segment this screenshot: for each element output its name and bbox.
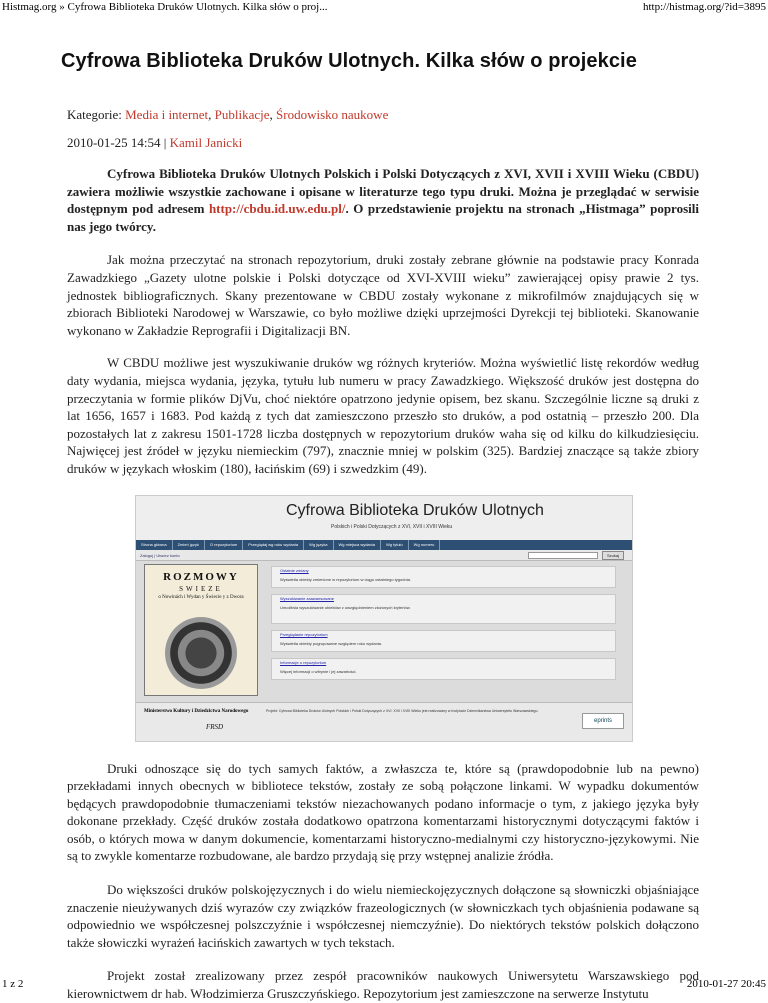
screenshot-box: Ostatnie zmiany Wyświetla obiekty zmienione w repozytorium w ciągu ostatniego tygodnia. xyxy=(271,566,616,588)
cbdu-link[interactable]: http://cbdu.id.uw.edu.pl/ xyxy=(208,201,346,217)
screenshot-search-box xyxy=(528,552,598,559)
paragraph-4: Druki odnoszące się do tych samych faktów, a zwłaszcza te, które są (prawdopodobnie lub na pewno) przekładami innych obecnych w bibliotece tekstów, zostały ze sobą połączone linkami. W wypadku dokumentów będących prawdopodobnie tłumaczeniami tekstów niezachowanych podano informacje o tym, z jakiego języka były dokonane przekłady. Część druków została dodatkowo opatrzona komentarzami historycznymi dotyczącymi faktów i osób, o których mowa w danym dokumencie, komentarzami historyczno-medialnymi czy historyczno-językowymi. Nie są to zwykle komentarze rozbudowane, ale bardzo przydają się przy wstępnej analizie źródła. xyxy=(67,760,699,864)
category-link-srodowisko[interactable]: Środowisko naukowe xyxy=(276,107,389,122)
print-header-url: http://histmag.org/?id=3895 xyxy=(642,1,766,13)
screenshot-boxes xyxy=(271,566,616,686)
screenshot-nav-item: Wg tytułu xyxy=(381,540,409,550)
category-link-media[interactable]: Media i internet xyxy=(125,107,209,122)
screenshot-banner xyxy=(136,496,632,540)
frsd-logo: FRSD xyxy=(206,722,224,731)
screenshot-nav xyxy=(136,540,632,550)
screenshot-site-title: Cyfrowa Biblioteka Druków Ulotnych xyxy=(286,501,544,519)
screenshot-box: Wyszukiwanie zaawansowane Umożliwia wyszukiwanie obiektów z uwzględnieniem złożonych kryteriów. xyxy=(271,594,616,624)
cover-engraving xyxy=(165,617,237,689)
print-header xyxy=(0,0,768,16)
lead-paragraph: Cyfrowa Biblioteka Druków Ulotnych Polskich i Polski Dotyczących z XVI, XVII i XVIII Wieku (CBDU) zawiera możliwie wszystkie zachowane i opisane w literaturze tego typu druki. Można je przeglądać w serwisie dostępnym pod adresem http://cbdu.id.uw.edu.pl/. O przedstawienie projektu na stronach „Histmaga” poprosili nas jego twórcy. xyxy=(67,166,699,234)
screenshot-nav-item: O repozytorium xyxy=(205,540,243,550)
cover-small-text: o Nowinách i Wydan y Świecie y z Dwora xyxy=(158,594,244,600)
print-timestamp: 2010-01-27 20:45 xyxy=(686,978,766,990)
screenshot-cover-image xyxy=(144,564,258,696)
screenshot-box: Informacje o repozytorium Więcej informacji o witrynie i jej zawartości. xyxy=(271,658,616,680)
author-link[interactable]: Kamil Janicki xyxy=(169,135,243,150)
screenshot-box: Przeglądanie repozytorium Wyświetla obiekty pogrupowane względem roku wydania. xyxy=(271,630,616,652)
eprints-logo: eprints xyxy=(582,713,624,729)
categories-line: Kategorie: Media i internet, Publikacje, Środowisko naukowe xyxy=(67,107,389,122)
ministry-logo: Ministerstwo Kultury i Dziedzictwa Narodowego xyxy=(144,708,249,714)
screenshot-nav-item: Zmień język xyxy=(173,540,205,550)
article-title: Cyfrowa Biblioteka Druków Ulotnych. Kilka słów o projekcie xyxy=(61,50,637,72)
paragraph-6: Projekt został zrealizowany przez zespół pracowników naukowych Uniwersytetu Warszawskiego pod kierownictwem dr hab. Włodzimierza Gruszczyńskiego. Repozytorium jest zamieszczone na serwerze Instytutu xyxy=(67,968,699,1002)
screenshot-search-button: Szukaj xyxy=(602,551,624,560)
page-counter: 1 z 2 xyxy=(2,978,24,990)
cover-subtitle: SWIEZE xyxy=(179,584,223,593)
categories-label: Kategorie: xyxy=(67,107,126,122)
screenshot-nav-item: Strona główna xyxy=(136,540,173,550)
paragraph-3: W CBDU możliwe jest wyszukiwanie druków wg różnych kryteriów. Można wyświetlić listę rekordów według daty wydania, miejsca wydania, języka, tytułu lub numeru w pracy Zawadzkiego. Większość druków jest dostępna do przeczytania w formie plików DjVu, choć niektóre opatrzono jedynie opisem, bez skanu. Szczególnie liczne są druki z lat 1656, 1657 i 1683. Pod każdą z tych dat zamieszczono przeszło sto druków, a pod ostatnią – przeszło 200. Dla pozostałych lat z zakresu 1501-1728 liczba dostępnych w repozytorium druków waha się od kilku do kilkudziesięciu. Najwięcej jest źródeł w języku niemieckim (797), znacznie mniej w polskim (325). Bardziej znaczące są także zbiory druków w językach włoskim (180), łacińskim (69) i szwedzkim (49). xyxy=(67,355,699,476)
screenshot-toolbar xyxy=(136,550,632,561)
cbdu-screenshot-image xyxy=(135,495,633,742)
screenshot-nav-item: Wg numeru xyxy=(409,540,441,550)
screenshot-footer-text: Projekt: Cyfrowa Biblioteka Druków Ulotnych Polskich i Polski Dotyczących z XVI, XVII i XVIII Wieku jest realizowany w Instytucie Dziennikarstwa Uniwersytetu Warszawskiego. xyxy=(266,708,539,713)
category-link-publikacje[interactable]: Publikacje xyxy=(214,107,270,122)
date-line xyxy=(67,135,699,151)
post-date: 2010-01-25 14:54 | xyxy=(67,135,170,150)
screenshot-site-subtitle: Polskich i Polski Dotyczących z XVI, XVII i XVIII Wieku xyxy=(331,523,453,530)
paragraph-5: Do większości druków polskojęzycznych i do wielu niemieckojęzycznych dołączone są słowniczki objaśniające znaczenie nieużywanych dziś wyrazów czy związków frazeologicznych (w słowniczkach tych objaśnienia podawane są odpowiednio we współczesnej polszczyźnie i współczesnej niemczyźnie). Do niektórych tekstów polskich dołączono także słowiczki wyrażeń łacińskich zawartych w tych tekstach. xyxy=(67,882,699,950)
paragraph-2: Jak można przeczytać na stronach repozytorium, druki zostały zebrane głównie na podstawie pracy Konrada Zawadzkiego „Gazety ulotne polskie i Polski dotyczące od XVI-XVIII wieku” zawierającej opisy prawie 2 tys. jednostek bibliograficznych. Skany prezentowane w CBDU zostały wykonane z mikrofilmów znajdujących się w zbiorach Biblioteki Narodowej w Warszawie, co było możliwe dzięki uprzejmości Dyrekcji tej biblioteki. Skanowanie wykonano w Zakładzie Reprografii i Digitalizacji BN. xyxy=(67,252,699,338)
print-footer xyxy=(0,978,768,994)
screenshot-nav-item: Wg języka xyxy=(304,540,333,550)
screenshot-crumbs: Zaloguj | Utwórz konto xyxy=(140,552,180,558)
screenshot-nav-item: Wg miejsca wydania xyxy=(334,540,381,550)
screenshot-nav-item: Przeglądaj wg roku wydania xyxy=(243,540,304,550)
article xyxy=(61,50,699,1003)
cover-title: ROZMOWY xyxy=(163,570,239,583)
screenshot-footer xyxy=(136,702,632,741)
print-header-title: Histmag.org » Cyfrowa Biblioteka Druków Ulotnych. Kilka słów o proj... xyxy=(2,1,328,13)
